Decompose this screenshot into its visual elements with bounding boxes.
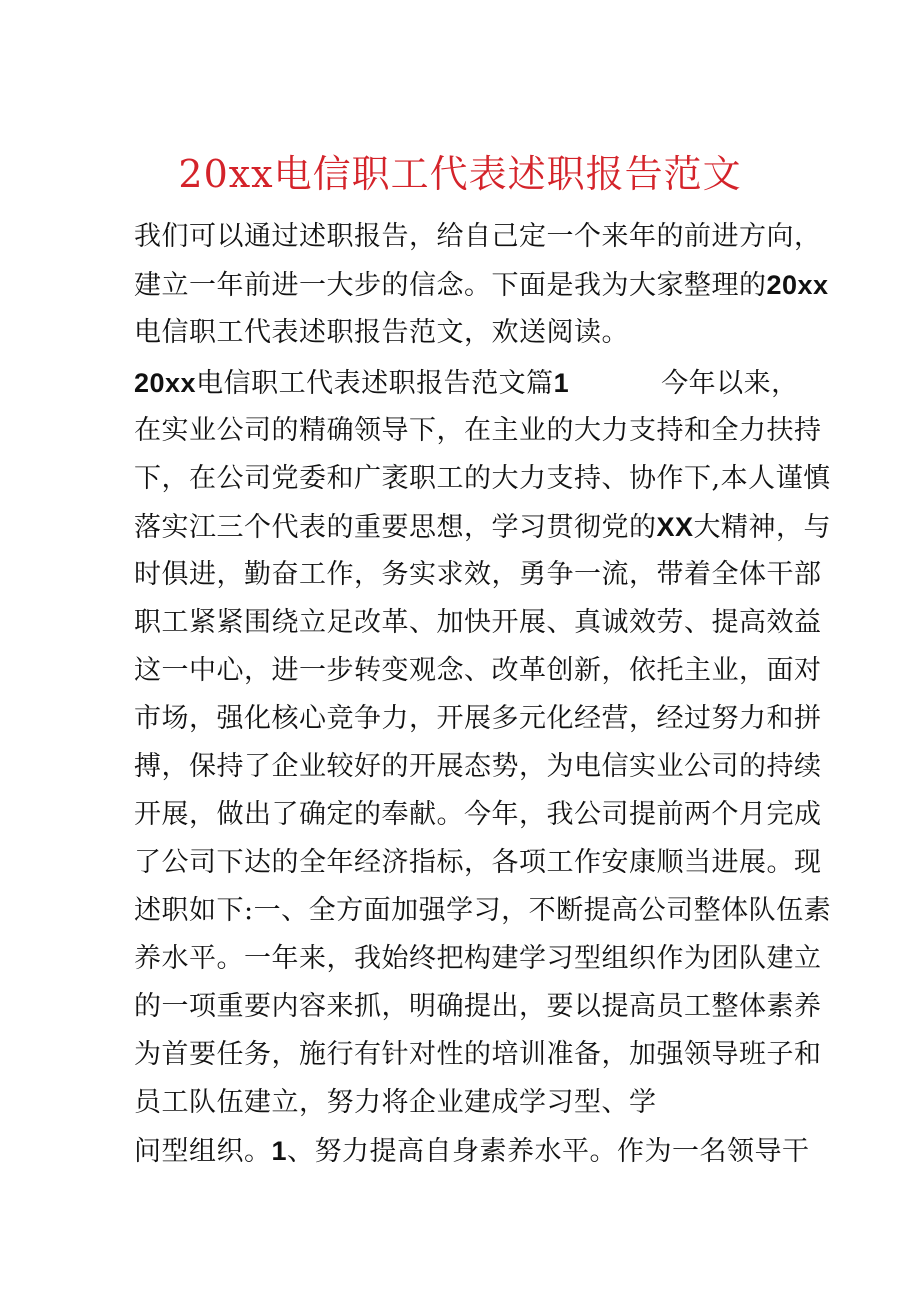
body-text: 问型组织。 [134,1136,272,1167]
body-text: 、努力提高自身素养水平。作为一名领导干 [287,1136,810,1167]
section-heading [134,364,799,403]
body-line: 员工队伍建立，努力将企业建成学习型、学 [134,1087,657,1118]
body-line: 职工紧紧围绕立足改革、加快开展、真诚效劳、提高效益 [134,607,822,638]
body-line: 时俱进，勤奋工作，务实求效，勇争一流，带着全体干部 [134,559,822,590]
intro-line: 我们可以通过述职报告，给自己定一个来年的前进方向， [134,221,822,252]
body-text: 落实江三个代表的重要思想，学习贯彻党的 [134,512,657,543]
section-heading-year: 20xx [134,368,197,398]
body-line: 为首要任务，施行有针对性的培训准备，加强领导班子和 [134,1039,822,1070]
body-line: 的一项重要内容来抓，明确提出，要以提高员工整体素养 [134,991,822,1022]
document-title: 20xx电信职工代表述职报告范文 [178,152,742,196]
section-heading-tail: 今年以来， [661,368,799,399]
body-bold-xx: XX [656,512,694,542]
body-line: 下，在公司党委和广袤职工的大力支持、协作下,本人谨慎 [134,463,831,494]
body-line [134,508,831,547]
body-line: 搏，保持了企业较好的开展态势，为电信实业公司的持续 [134,751,822,782]
body-line: 这一中心，进一步转变观念、改革创新，依托主业，面对 [134,655,822,686]
intro-text: 建立一年前进一大步的信念。下面是我为大家整理的 [134,270,767,301]
body-line: 养水平。一年来，我始终把构建学习型组织作为团队建立 [134,943,822,974]
section-heading-number: 1 [553,368,570,398]
body-text: 大精神，与 [693,512,832,543]
body-line [134,1132,810,1171]
intro-line: 电信职工代表述职报告范文，欢送阅读。 [134,317,629,348]
body-line: 了公司下达的全年经济指标，各项工作安康顺当进展。现 [134,847,822,878]
body-bold-number: 1 [271,1136,288,1166]
intro-bold-year: 20xx [766,270,829,300]
body-line: 市场，强化核心竞争力，开展多元化经营，经过努力和拼 [134,703,822,734]
body-line: 在实业公司的精确领导下，在主业的大力支持和全力扶持 [134,415,822,446]
section-heading-text: 电信职工代表述职报告范文篇 [196,368,554,399]
body-line: 述职如下:一、全方面加强学习，不断提高公司整体队伍素 [134,895,832,926]
body-line: 开展，做出了确定的奉献。今年，我公司提前两个月完成 [134,799,822,830]
intro-line [134,266,829,305]
